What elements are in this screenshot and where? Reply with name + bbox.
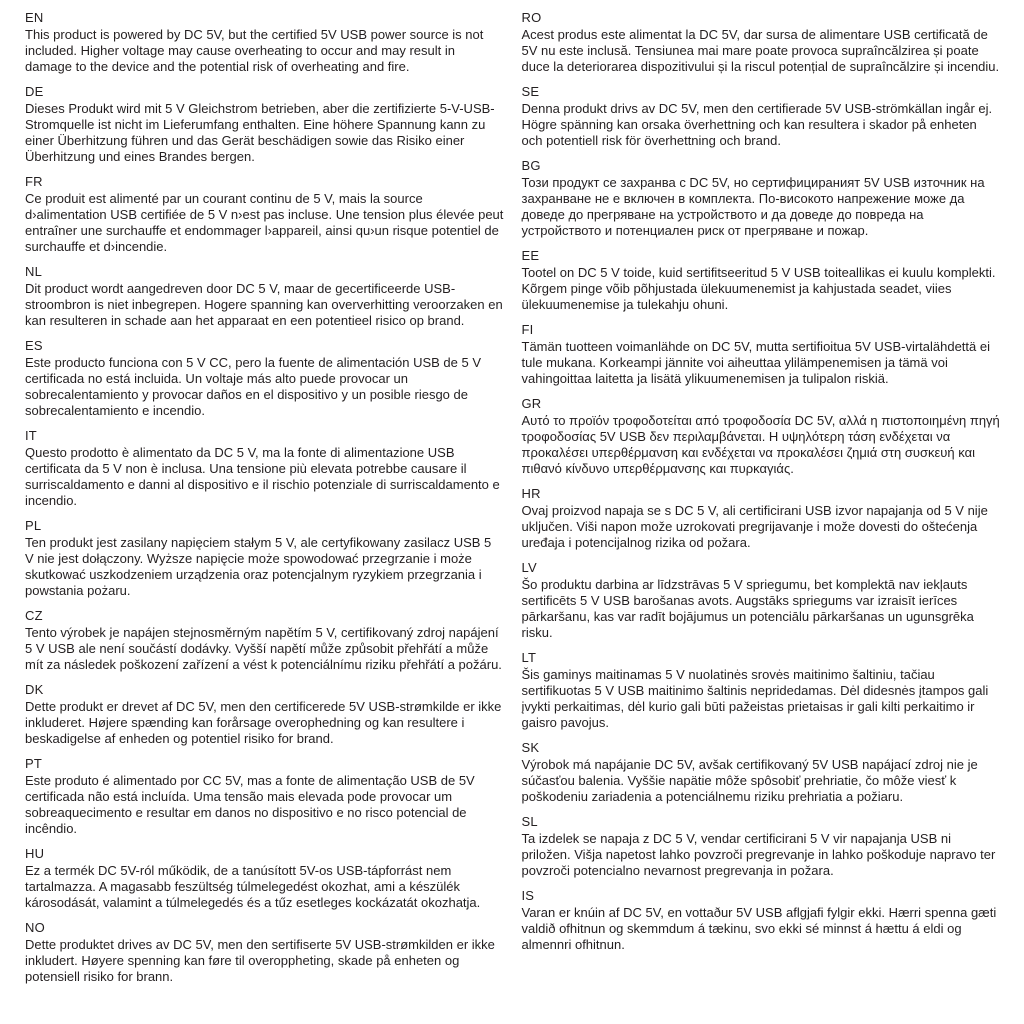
language-code: DK [25,682,44,697]
language-code: SE [521,84,540,99]
language-block-bg [522,158,1001,239]
language-code: LV [521,560,537,575]
language-block-is [522,888,1001,953]
language-text: Ten produkt jest zasilany napięciem stałym 5 V, ale certyfikowany zasilacz USB 5 V nie jest dołączony. Wyższe napięcie może spowodować przegrzanie i może skutkować uszkodzeniem urządzenia oraz potencjalnym ryzykiem przegrzania i powstania pożaru. [25,535,492,598]
language-code: NO [25,920,45,935]
language-block-it [25,428,504,509]
language-code: BG [521,158,541,173]
language-code: IT [25,428,37,443]
language-block-pt [25,756,504,837]
language-text: Este producto funciona con 5 V CC, pero la fuente de alimentación USB de 5 V certificada no está incluida. Un voltaje más alto puede provocar un sobrecalentamiento y provocar daños en el dispositivo y un posible riesgo de sobrecalentamiento e incendio. [25,355,481,418]
language-text: This product is powered by DC 5V, but the certified 5V USB power source is not included. Higher voltage may cause overheating to occur and may result in damage to the device and the potential risk of overheating and fire. [25,27,484,74]
language-text: Ez a termék DC 5V-ról működik, de a tanúsított 5V-os USB-tápforrást nem tartalmazza. A magasabb feszültség túlmelegedést okozhat, ami a készülék károsodását, valamint a túlmelegedés és a tűz esetleges kockázatát okozhatja. [25,863,481,910]
language-code: EN [25,10,44,25]
language-code: FR [25,174,43,189]
language-block-hr [522,486,1001,551]
language-block-pl [25,518,504,599]
language-block-ro [522,10,1001,75]
language-text: Este produto é alimentado por CC 5V, mas a fonte de alimentação USB de 5V certificada não está incluída. Uma tensão mais elevada pode provocar um sobreaquecimento e resultar em danos no dispositivo e no risco potencial de incêndio. [25,773,475,836]
language-code: PL [25,518,42,533]
language-text: Ovaj proizvod napaja se s DC 5 V, ali certificirani USB izvor napajanja od 5 V nije uključen. Viši napon može uzrokovati pregrijavanje i može dovesti do oštećenja uređaja i potencijalnog rizika od požara. [521,503,988,550]
language-text: Acest produs este alimentat la DC 5V, dar sursa de alimentare USB certificată de 5V nu este inclusă. Tensiunea mai mare poate provoca supraîncălzirea și poate duce la deteriorarea dispozitivului și la riscul potențial de supraîncălzire și incendiu. [521,27,1000,74]
language-block-gr [522,396,1001,477]
language-block-hu [25,846,504,911]
language-block-ee [522,248,1001,313]
language-text: Šo produktu darbina ar līdzstrāvas 5 V spriegumu, bet komplektā nav iekļauts sertificēts 5 V USB barošanas avots. Augstāks spriegums var izraisīt ierīces pārkaršanu, kas var radīt bojājumus un potenciālu pārkaršanas un ugunsgrēka risku. [521,577,974,640]
language-block-nl [25,264,504,329]
language-code: CZ [25,608,43,623]
language-text: Dit product wordt aangedreven door DC 5 V, maar de gecertificeerde USB-stroombron is niet inbegrepen. Hogere spanning kan oververhitting veroorzaken en kan resulteren in schade aan het apparaat en een potentieel risico op brand. [25,281,503,328]
right-column [522,10,1001,1016]
language-text: Questo prodotto è alimentato da DC 5 V, ma la fonte di alimentazione USB certificata da 5 V non è inclusa. Una tensione più elevata potrebbe causare il surriscaldamento e danni al dispositivo e il rischio potenziale di surriscaldamento e incendio. [25,445,500,508]
language-block-fr [25,174,504,255]
language-block-fi [522,322,1001,387]
language-code: ES [25,338,43,353]
language-block-sl [522,814,1001,879]
language-code: LT [521,650,537,665]
language-block-lt [522,650,1001,731]
language-text: Ce produit est alimenté par un courant continu de 5 V, mais la source d›alimentation USB certifiée de 5 V n›est pas incluse. Une tension plus élevée peut entraîner une surchauffe et endommager l›appareil, ainsi qu›un risque potentiel de surchauffe et d›incendie. [25,191,504,254]
left-column [25,10,504,1016]
language-code: HR [521,486,541,501]
language-text: Αυτό το προϊόν τροφοδοτείται από τροφοδοσία DC 5V, αλλά η πιστοποιημένη πηγή τροφοδοσίας 5V USB δεν περιλαμβάνεται. Η υψηλότερη τάση ενδέχεται να προκαλέσει υπερθέρμανση και ενδέχεται να προκαλέσει ζημιά στη συσκευή και πιθανό κίνδυνο υπερθέρμανσης και πυρκαγιάς. [521,413,1000,476]
language-block-en [25,10,504,75]
language-block-lv [522,560,1001,641]
language-code: HU [25,846,45,861]
language-text: Tento výrobek je napájen stejnosměrným napětím 5 V, certifikovaný zdroj napájení 5 V USB ale není součástí dodávky. Vyšší napětí může způsobit přehřátí a může mít za následek poškození zařízení a vést k potenciálnímu riziku přehřátí a požáru. [25,625,502,672]
language-code: IS [521,888,535,903]
language-text: Šis gaminys maitinamas 5 V nuolatinės srovės maitinimo šaltiniu, tačiau sertifikuotas 5 V USB maitinimo šaltinis nepridedamas. Dėl didesnės įtampos gali įvykti perkaitimas, dėl kurio gali būti pažeistas prietaisas ir gali kilti perkaitimo ir gaisro pavojus. [521,667,989,730]
language-code: DE [25,84,44,99]
language-block-sk [522,740,1001,805]
language-text: Tootel on DC 5 V toide, kuid sertifitseeritud 5 V USB toiteallikas ei kuulu komplekti. Kõrgem pinge võib põhjustada ülekuumenemist ja kahjustada seadet, viies ülekuumenemise ja tulekahju ohuni. [521,265,996,312]
language-text: Denna produkt drivs av DC 5V, men den certifierade 5V USB-strömkällan ingår ej. Högre spänning kan orsaka överhettning och kan resultera i skador på enheten och potentiell risk för överhettning och brand. [521,101,993,148]
language-code: RO [521,10,542,25]
language-text: Výrobok má napájanie DC 5V, avšak certifikovaný 5V USB napájací zdroj nie je súčasťou balenia. Vyššie napätie môže spôsobiť prehriatie, čo môže viesť k poškodeniu zariadenia a potenciálnemu riziku prehriatia a požiaru. [521,757,978,804]
language-block-no [25,920,504,985]
language-code: FI [521,322,534,337]
language-text: Dette produktet drives av DC 5V, men den sertifiserte 5V USB-strømkilden er ikke inkludert. Høyere spenning kan føre til overoppheting, skade på enheten og potensiell risiko for brann. [25,937,495,984]
language-block-cz [25,608,504,673]
language-code: SK [521,740,540,755]
language-block-dk [25,682,504,747]
language-code: GR [521,396,542,411]
language-code: NL [25,264,43,279]
language-block-es [25,338,504,419]
language-code: SL [521,814,538,829]
language-code: EE [521,248,540,263]
language-text: Tämän tuotteen voimanlähde on DC 5V, mutta sertifioitua 5V USB-virtalähdettä ei tule mukana. Korkeampi jännite voi aiheuttaa ylilämpenemisen ja tämä voi vahingoittaa laitetta ja lisätä ylikuumenemisen ja tulipalon riskiä. [521,339,990,386]
language-text: Този продукт се захранва с DC 5V, но сертифицираният 5V USB източник на захранване не е включен в комплекта. По-високото напрежение може да доведе до прегряване на устройството и да доведе до повреда на устройството и потенциален риск от прегряване и пожар. [521,175,985,238]
language-block-de [25,84,504,165]
language-text: Ta izdelek se napaja z DC 5 V, vendar certificirani 5 V vir napajanja USB ni priložen. Višja napetost lahko povzroči pregrevanje in lahko poškoduje napravo ter povzroči potencialno nevarnost pregrevanja in požara. [521,831,996,878]
language-text: Dette produkt er drevet af DC 5V, men den certificerede 5V USB-strømkilde er ikke inkluderet. Højere spænding kan forårsage overophedning og kan resultere i beskadigelse af enheden og potentiel risiko for brand. [25,699,502,746]
language-code: PT [25,756,43,771]
language-text: Dieses Produkt wird mit 5 V Gleichstrom betrieben, aber die zertifizierte 5-V-USB-Stromquelle ist nicht im Lieferumfang enthalten. Eine höhere Spannung kann zu einer Überhitzung führen und das Gerät beschädigen sowie das Risiko einer Überhitzung und eines Brandes bergen. [25,101,495,164]
language-text: Varan er knúin af DC 5V, en vottaður 5V USB aflgjafi fylgir ekki. Hærri spenna gæti valdið ofhitnun og skemmdum á tækinu, svo ekki sé minnst á hættu á eldi og almennri ofhitnun. [521,905,997,952]
language-block-se [522,84,1001,149]
